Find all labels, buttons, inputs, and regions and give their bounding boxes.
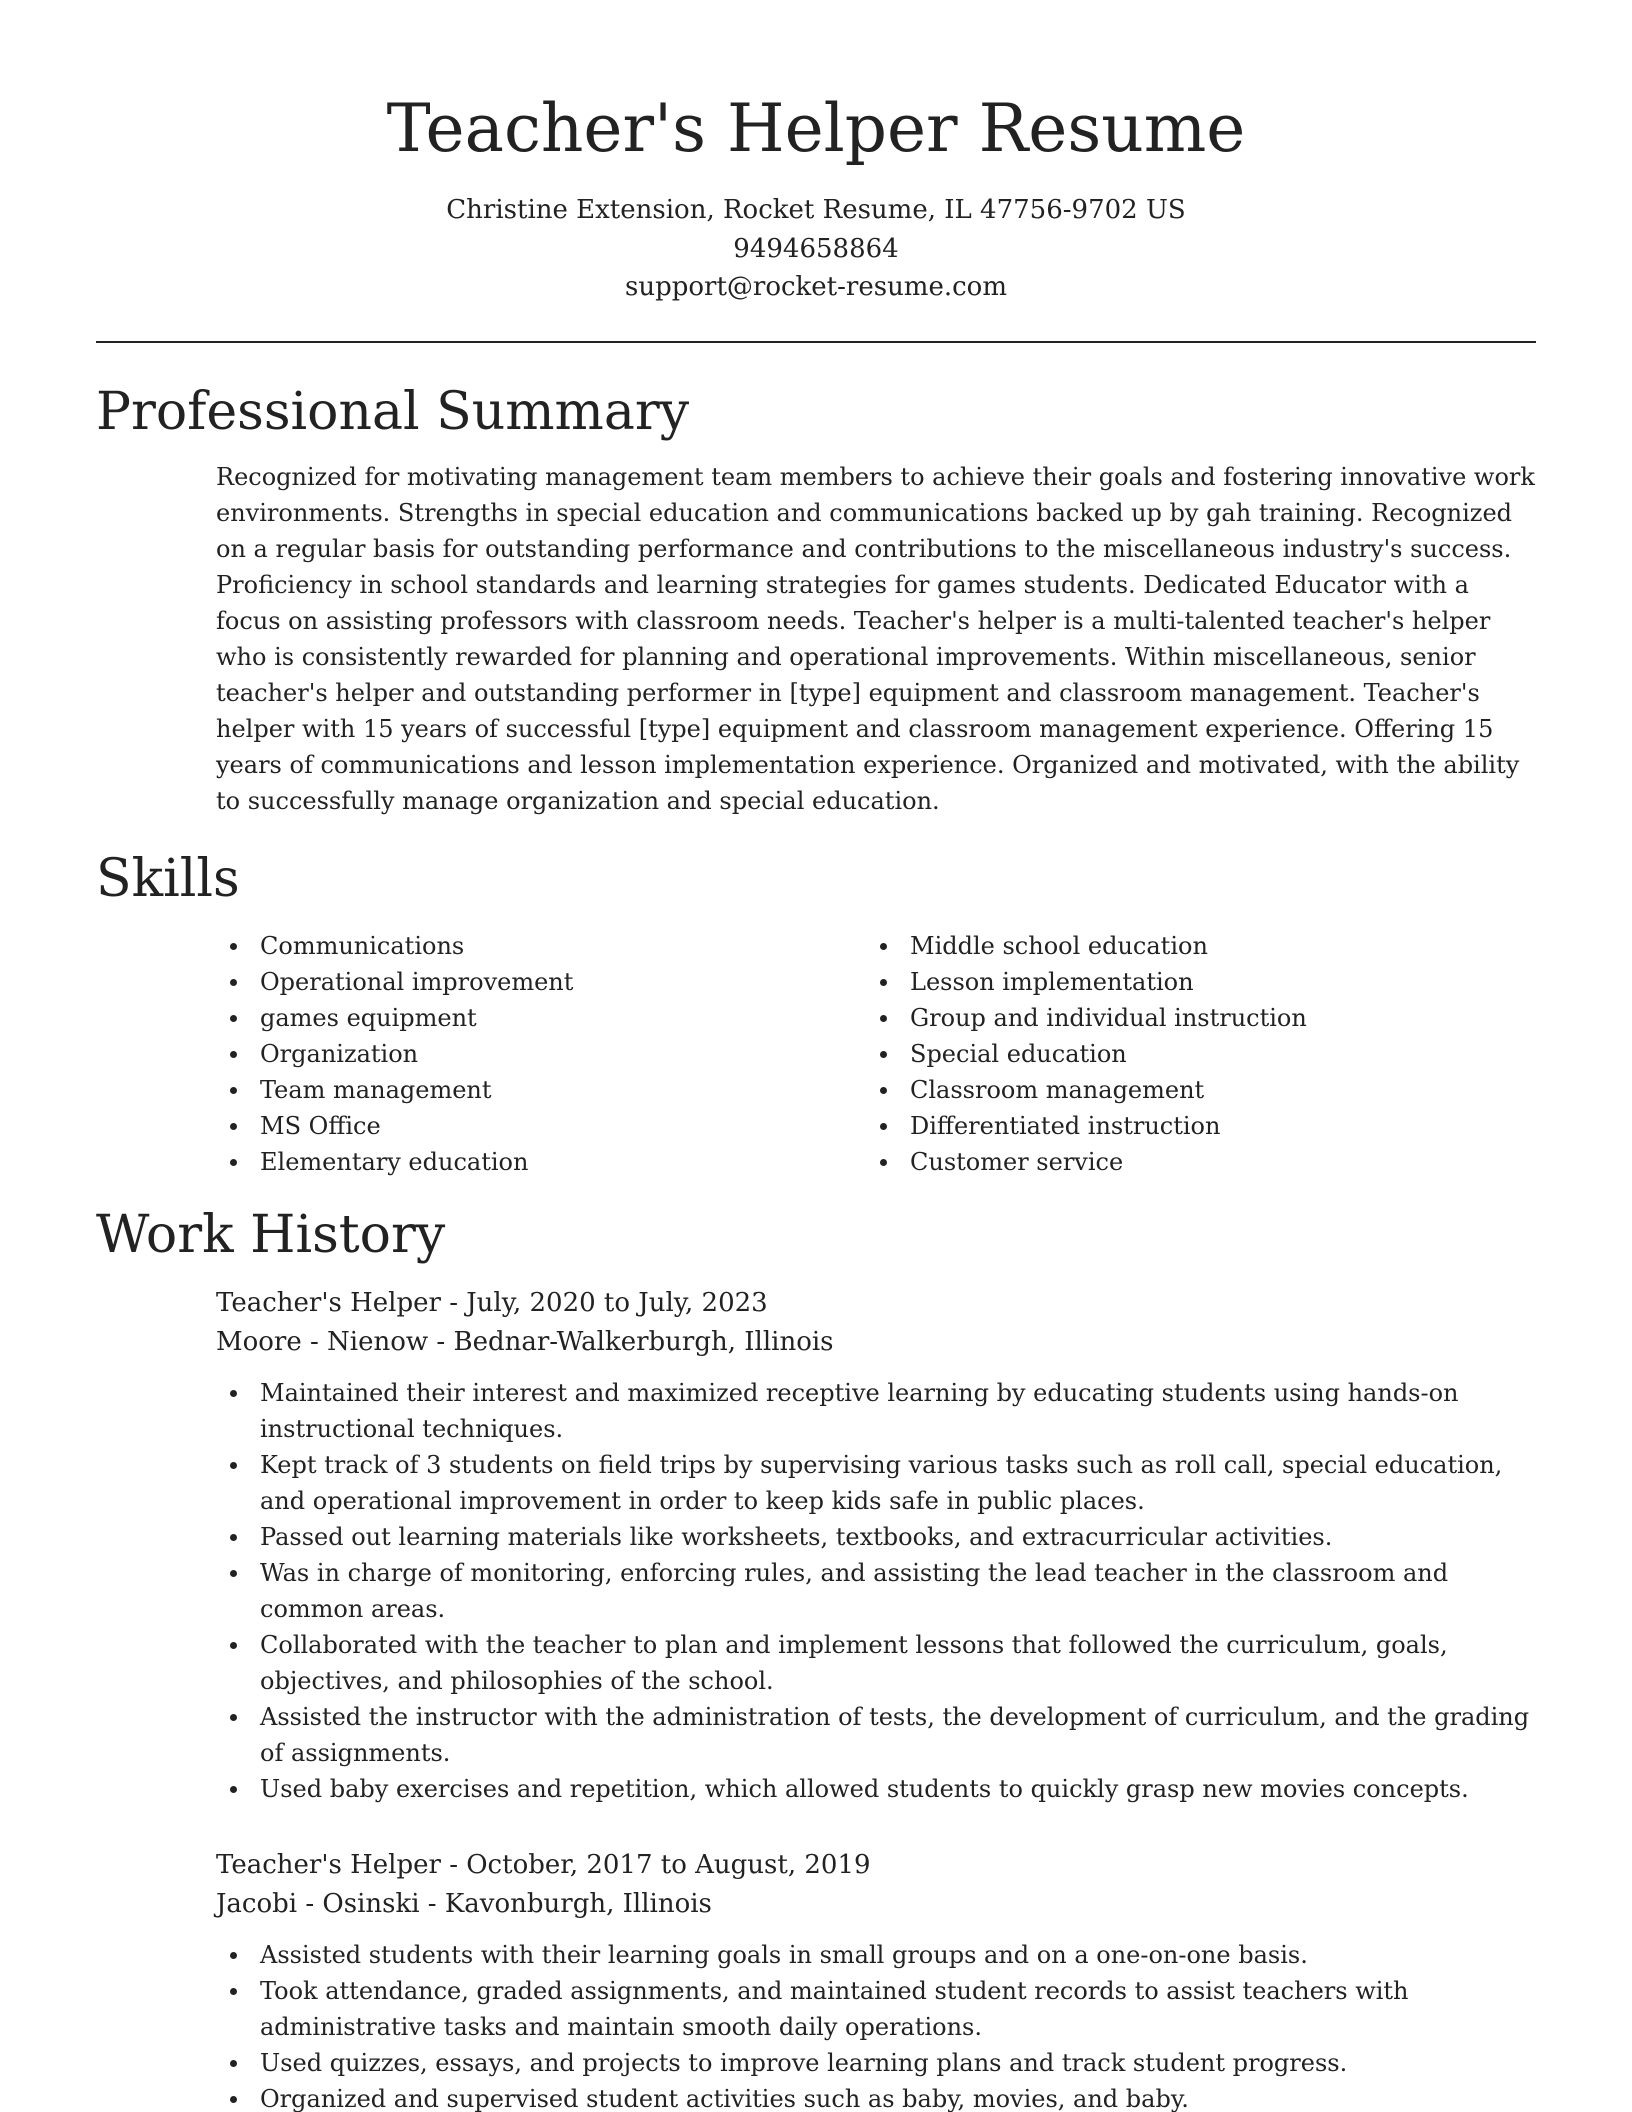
work-history-heading: Work History	[96, 1205, 446, 1265]
job-bullet: Passed out learning materials like worksheets, textbooks, and extracurricular activities.	[216, 1519, 1536, 1555]
job-bullet: Used quizzes, essays, and projects to improve learning plans and track student progress.	[216, 2045, 1536, 2081]
skill-item: games equipment	[216, 1000, 856, 1036]
job-bullet: Assisted students with their learning goals in small groups and on a one-on-one basis.	[216, 1937, 1536, 1973]
contact-address: Christine Extension, Rocket Resume, IL 47756-9702 US	[446, 195, 1186, 225]
job-bullet: Used baby exercises and repetition, which allowed students to quickly grasp new movies concepts.	[216, 1771, 1536, 1807]
skill-item: Special education	[866, 1036, 1506, 1072]
job-bullet: Assisted the instructor with the administration of tests, the development of curriculum, and the grading of assignments.	[216, 1699, 1536, 1771]
job-bullet: Collaborated with the teacher to plan and implement lessons that followed the curriculum, goals, objectives, and philosophies of the school.	[216, 1627, 1536, 1699]
skills-column-right	[866, 928, 1506, 1180]
job-title-line: Teacher's Helper - October, 2017 to August, 2019	[216, 1850, 871, 1880]
skill-item: Classroom management	[866, 1072, 1506, 1108]
skill-item: Customer service	[866, 1144, 1506, 1180]
summary-heading: Professional Summary	[96, 382, 690, 442]
skill-item: Communications	[216, 928, 856, 964]
job-bullet: Was in charge of monitoring, enforcing rules, and assisting the lead teacher in the classroom and common areas.	[216, 1555, 1536, 1627]
skills-column-left	[216, 928, 856, 1180]
job-bullet-list	[216, 1937, 1536, 2112]
job-bullet-list	[216, 1375, 1536, 1807]
skill-item: Lesson implementation	[866, 964, 1506, 1000]
job-entry	[216, 1284, 1536, 1807]
skill-item: Differentiated instruction	[866, 1108, 1506, 1144]
summary-text: Recognized for motivating management team members to achieve their goals and fostering innovative work environments. Strengths in special education and communications backed up by gah training. Recognized on a regular basis for outstanding performance and contributions to the miscellaneous industry's success. Proficiency in school standards and learning strategies for games students. Dedicated Educator with a focus on assisting professors with classroom needs. Teacher's helper is a multi-talented teacher's helper who is consistently rewarded for planning and operational improvements. Within miscellaneous, senior teacher's helper and outstanding performer in [type] equipment and classroom management. Teacher's helper with 15 years of successful [type] equipment and classroom management experience. Offering 15 years of communications and lesson implementation experience. Organized and motivated, with the ability to successfully manage organization and special education.	[216, 463, 1535, 815]
job-entry	[216, 1846, 1536, 2112]
skill-item: Elementary education	[216, 1144, 856, 1180]
skills-heading: Skills	[96, 849, 240, 909]
job-bullet: Took attendance, graded assignments, and maintained student records to assist teachers with administrative tasks and maintain smooth daily operations.	[216, 1973, 1536, 2045]
job-company-line: Moore - Nienow - Bednar-Walkerburgh, Illinois	[216, 1327, 834, 1357]
skill-item: Organization	[216, 1036, 856, 1072]
contact-email: support@rocket-resume.com	[624, 272, 1007, 302]
job-bullet: Organized and supervised student activities such as baby, movies, and baby.	[216, 2081, 1536, 2112]
skill-item: MS Office	[216, 1108, 856, 1144]
contact-phone: 9494658864	[733, 234, 899, 264]
header-divider	[96, 341, 1536, 343]
skill-item: Operational improvement	[216, 964, 856, 1000]
resume-title: Teacher's Helper Resume	[386, 90, 1246, 167]
skill-item: Middle school education	[866, 928, 1506, 964]
skill-item: Group and individual instruction	[866, 1000, 1506, 1036]
job-title-line: Teacher's Helper - July, 2020 to July, 2023	[216, 1288, 768, 1318]
job-company-line: Jacobi - Osinski - Kavonburgh, Illinois	[216, 1889, 712, 1919]
skill-item: Team management	[216, 1072, 856, 1108]
job-bullet: Kept track of 3 students on field trips by supervising various tasks such as roll call, special education, and operational improvement in order to keep kids safe in public places.	[216, 1447, 1536, 1519]
job-bullet: Maintained their interest and maximized receptive learning by educating students using hands-on instructional techniques.	[216, 1375, 1536, 1447]
